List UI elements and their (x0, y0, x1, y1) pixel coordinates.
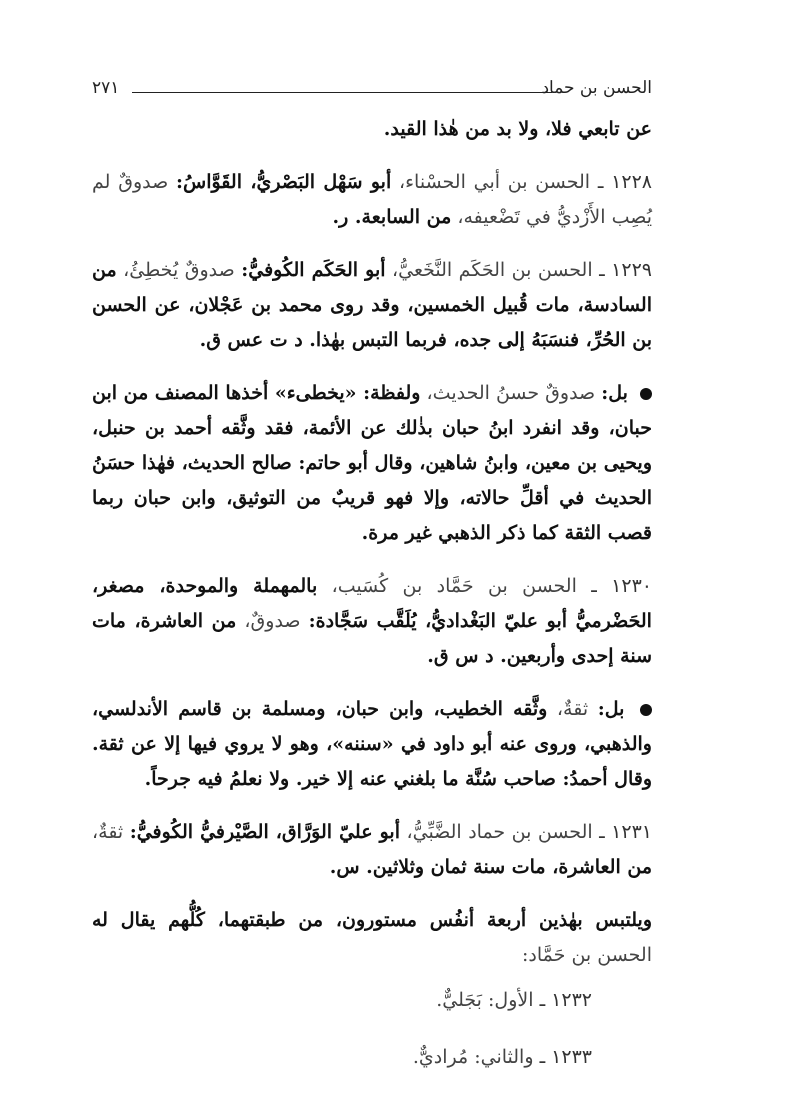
list-value: مُراديٌّ. (412, 1046, 469, 1068)
entry-details: من السابعة. ر. (332, 206, 452, 228)
entry-number: ١٢٣٠ ـ (591, 575, 652, 597)
commentary-1229 (92, 376, 652, 551)
entry-grade: صدوقٌ لم يُصِب الأَزْديُّ في تَضْعيفه، (92, 171, 652, 228)
entry-name: الحسن بن الحَكَم النَّخَعيُّ، (392, 259, 593, 281)
page-body (92, 112, 652, 1097)
commentary-lead: بل: (601, 382, 628, 404)
running-head: الحسن بن حماد (541, 78, 652, 98)
entry-number: ١٢٣١ ـ (599, 821, 652, 843)
commentary-text: وثَّقه الخطيب، وابن حبان، ومسلمة بن قاسم الأندلسي، والذهبي، وروى عنه أبو داود في «سننه»، وهو لا يروي فيها إلا عن ثقة. وقال أحمدُ: صاحب سُنَّة ما بلغني عنه إلا خير. ولا نعلمُ فيه جرحاً. (92, 698, 652, 790)
commentary-1230 (92, 692, 652, 797)
intro-name: الحسن بن حَمَّاد: (522, 944, 652, 966)
entry-kunya: أبو عليّ الوَرَّاق، الصَّيْرفيُّ الكُوفيُّ: (129, 821, 400, 843)
entry-details: من العاشرة، مات سنة ثمان وثلاثين. س. (329, 856, 652, 878)
entry-kunya: بالمهملة والموحدة، مصغر، الحَضْرميُّ أبو عليّ البَغْداديُّ، يُلَقَّب سَجَّادة: (92, 575, 652, 632)
entry-1228 (92, 165, 652, 235)
entry-grade: ثقةٌ، (92, 821, 124, 843)
page-number: ٢٧١ (92, 78, 120, 98)
entry-grade: صدوقٌ، (244, 610, 301, 632)
list-label: والثاني: (474, 1046, 534, 1068)
bullet-icon (640, 388, 652, 400)
entry-kunya: أبو الحَكَم الكُوفيُّ: (241, 259, 386, 281)
entry-1230 (92, 569, 652, 674)
list-item (92, 1040, 652, 1075)
entry-details: من العاشرة، مات سنة إحدى وأربعين. د س ق. (92, 610, 652, 667)
entry-kunya: أبو سَهْل البَصْريُّ، القَوَّاسُ: (176, 171, 392, 193)
entry-1231 (92, 815, 652, 885)
entry-number: ١٢٢٨ ـ (597, 171, 652, 193)
list-value: بَجَليٌّ. (436, 989, 482, 1011)
commentary-lead: بل: (597, 698, 625, 720)
entry-name: الحسن بن حَمَّاد بن كُسَيب، (331, 575, 577, 597)
intro-paragraph (92, 903, 652, 973)
list-label: الأول: (488, 989, 534, 1011)
entry-1229 (92, 253, 652, 358)
commentary-grade: صدوقٌ حسنُ الحديث، (426, 382, 596, 404)
entry-details: من السادسة، مات قُبيل الخمسين، وقد روى محمد بن عَجْلان، عن الحسن بن الحُرِّ، فنسَبَهُ إلى جده، فربما التبس بهٰذا. د ت عس ق. (92, 259, 652, 351)
entry-grade: صدوقٌ يُخطِئُ، (123, 259, 235, 281)
intro-text: ويلتبس بهٰذين أربعة أنفُس مستورون، من طبقتهما، كُلُّهم يقال له (92, 909, 652, 931)
commentary-text: ولفظة: «يخطىء» أخذها المصنف من ابن حبان، وقد انفرد ابنُ حبان بذٰلك عن الأئمة، فقد وثَّقه أحمد بن حنبل، ويحيى بن معين، وابنُ شاهين، وقال أبو حاتم: صالح الحديث، فهٰذا حسَنُ الحديث في أقلِّ حالاته، وإلا فهو قريبٌ من التوثيق، وابن حبان ربما قصب الثقة كما ذكر الذهبي غير مرة. (91, 382, 652, 544)
bullet-icon (640, 704, 652, 716)
commentary-grade: ثقةٌ، (556, 698, 589, 720)
list-number: ١٢٣٢ ـ (539, 989, 592, 1011)
list-number: ١٢٣٣ ـ (539, 1046, 592, 1068)
list-item (92, 983, 652, 1018)
entry-number: ١٢٢٩ ـ (599, 259, 652, 281)
entry-name: الحسن بن حماد الضَّبِّيُّ، (406, 821, 593, 843)
entry-name: الحسن بن أبي الحسْناء، (398, 171, 591, 193)
header-rule (132, 92, 552, 93)
continuation-paragraph (92, 112, 652, 147)
continuation-text: عن تابعي فلا، ولا بد من هٰذا القيد. (383, 118, 652, 140)
page-header (92, 78, 652, 104)
